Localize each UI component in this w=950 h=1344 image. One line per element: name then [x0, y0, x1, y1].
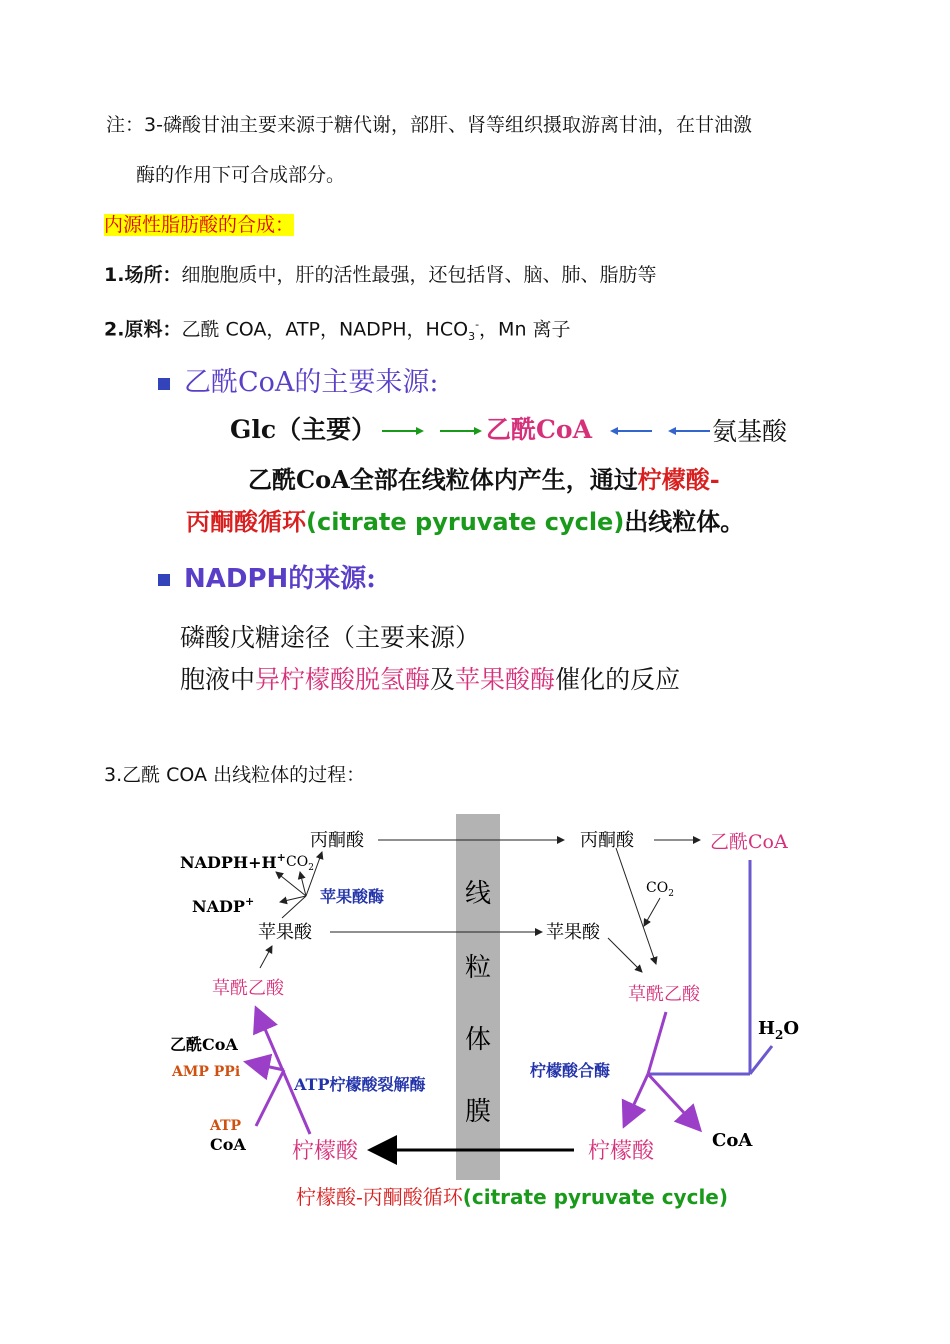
site-text: 细胞胞质中，肝的活性最强，还包括肾、脑、肺、脂肪等: [181, 264, 657, 286]
amp-ppi: AMP PPi: [172, 1064, 241, 1080]
materials-sub: 3: [468, 330, 476, 344]
co2-right: $CO_2$: [646, 880, 674, 899]
note-line-2: 酶的作用下可合成部分。: [136, 164, 346, 186]
left-malate: 苹果酸: [258, 922, 312, 943]
bullet-square-icon: [158, 574, 170, 586]
right-acetyl-coa: 乙酰CoA: [710, 831, 788, 853]
slide-title-2-b: 的来源:: [288, 564, 376, 594]
heading-highlight: 内源性脂肪酸的合成：: [104, 214, 295, 236]
note-line-1: 注：3-磷酸甘油主要来源于糖代谢，部肝、肾等组织摄取游离甘油，在甘油激: [106, 114, 752, 136]
glc-row: [230, 414, 376, 446]
materials-text-a: 乙酰 COA，ATP，NADPH，HCO: [181, 318, 469, 341]
amino-acid-label: 氨基酸: [712, 417, 788, 446]
section-heading: [104, 212, 294, 238]
sentence-2-green: (citrate pyruvate cycle): [306, 508, 625, 536]
sentence-1-red: 柠檬酸-: [637, 465, 720, 494]
sentence-1: [248, 464, 720, 496]
nadp-label: NADP+: [192, 895, 255, 916]
left-citrate: 柠檬酸: [292, 1139, 359, 1164]
left-pyruvate: 丙酮酸: [310, 830, 364, 851]
caption: 柠檬酸-丙酮酸循环(citrate pyruvate cycle): [296, 1185, 729, 1209]
materials-text-b: ，Mn 离子: [479, 318, 571, 341]
site-label: 1.场所：: [104, 264, 182, 286]
slide-title-1-text: 乙酰CoA的主要来源:: [184, 367, 439, 398]
right-citrate: 柠檬酸: [588, 1139, 655, 1164]
step-3-heading: 3.乙酰 COA 出线粒体的过程：: [104, 764, 366, 786]
src2-a: 胞液中: [180, 665, 256, 694]
src2-pink-1: 异柠檬酸脱氢酶: [255, 665, 431, 694]
malic-enzyme-label: 苹果酸酶: [320, 887, 385, 906]
src2-b: 及: [430, 665, 456, 694]
slide-title-2: [158, 562, 376, 596]
acetyl-coa-label: 乙酰CoA: [486, 415, 592, 444]
membrane-char-1: 线: [464, 879, 492, 909]
right-oaa: 草酰乙酸: [628, 984, 700, 1005]
h2o-label: $H_2O$: [758, 1018, 800, 1042]
nadph-source-1: 磷酸戊糖途径（主要来源）: [180, 623, 481, 652]
sentence-2: [186, 506, 744, 538]
membrane-char-2: 粒: [464, 953, 492, 983]
materials-line: [104, 312, 571, 350]
sentence-2-red: 丙酮酸循环: [186, 507, 306, 536]
slide-title-2-a: NADPH: [184, 564, 289, 594]
materials-sup: -: [475, 318, 480, 331]
nadph-label: NADPH+H+: [180, 851, 286, 872]
synthase-label: 柠檬酸合酶: [530, 1061, 611, 1080]
right-malate: 苹果酸: [546, 922, 600, 943]
src2-pink-2: 苹果酸酶: [455, 665, 556, 694]
co2-left: $CO_2$: [286, 854, 314, 873]
atp-label: ATP: [210, 1118, 242, 1134]
glc-text: Glc（主要）: [230, 415, 377, 444]
coa-left: CoA: [210, 1135, 246, 1154]
citrate-pyruvate-diagram: [160, 800, 820, 1220]
left-acetyl-coa: 乙酰CoA: [170, 1035, 238, 1054]
materials-label: 2.原料：: [104, 318, 182, 341]
sentence-1-a: 乙酰CoA全部在线粒体内产生，通过: [248, 465, 638, 494]
coa-right: CoA: [712, 1130, 753, 1151]
sentence-2-end: 出线粒体。: [624, 507, 745, 536]
left-oaa: 草酰乙酸: [212, 978, 284, 999]
site-line: [104, 262, 656, 288]
slide-title-1: [158, 366, 439, 400]
right-pyruvate: 丙酮酸: [580, 830, 634, 851]
membrane-char-4: 膜: [464, 1097, 492, 1127]
membrane-char-3: 体: [464, 1025, 492, 1055]
atp-lyase-label: ATP柠檬酸裂解酶: [294, 1075, 426, 1094]
bullet-square-icon: [158, 378, 170, 390]
src2-c: 催化的反应: [555, 665, 681, 694]
nadph-source-2: [180, 664, 680, 696]
